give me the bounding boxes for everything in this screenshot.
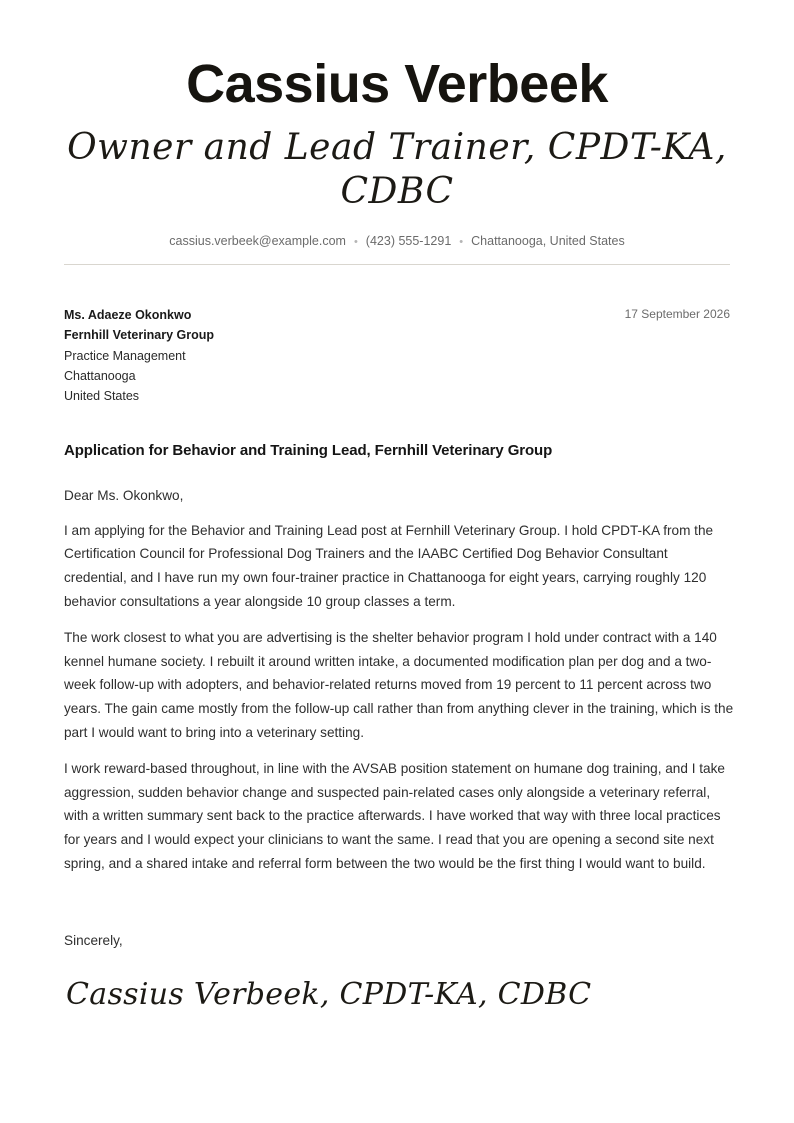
recipient-city: Chattanooga (64, 368, 136, 383)
letter-body (64, 484, 734, 888)
contact-separator: • (459, 236, 464, 248)
letter-paragraph: The work closest to what you are advertising is the shelter behavior program I hold under contract with a 140 kennel humane society. I rebuilt it around written intake, a documented modification plan per dog and a two-week follow-up with adopters, and behavior-related returns moved from 19 percent to 11 percent across two years. The gain came mostly from the follow-up call rather than from anything clever in the training, which is the part I would want to bring into a veterinary setting. (64, 630, 734, 740)
header-divider (64, 264, 730, 265)
contact-separator: • (353, 236, 358, 248)
recipient-block (64, 305, 214, 406)
letter-paragraph: I am applying for the Behavior and Training Lead post at Fernhill Veterinary Group. I hold CPDT-KA from the Certification Council for Professional Dog Trainers and the IAABC Certified Dog Behavior Consultant credential, and I have run my own four-trainer practice in Chattanooga for eight years, carrying roughly 120 behavior consultations a year alongside 10 group classes a term. (64, 522, 714, 609)
letter-greeting: Dear Ms. Okonkwo, (64, 488, 184, 503)
contact-phone: (423) 555-1291 (365, 234, 452, 248)
sender-title: Owner and Lead Trainer, CPDT-KA, CDBC (67, 127, 727, 212)
contact-location: Chattanooga, United States (471, 234, 625, 248)
contact-line (64, 232, 730, 251)
letter-paragraph: I work reward-based throughout, in line with the AVSAB position statement on humane dog training, and I take aggression, sudden behavior change and suspected pain-related cases only alongside a veterinary referral, with a written summary sent back to the practice afterwards. I have worked that way with three local practices for years and I would expect your clinicians to want the same. I read that you are opening a second site next spring, and a shared intake and referral form between the two would be the first thing I would want to build. (64, 761, 725, 871)
letter-subject: Application for Behavior and Training Lead, Fernhill Veterinary Group (64, 442, 553, 459)
letter-closing: Sincerely, (64, 933, 123, 948)
contact-email: cassius.verbeek@example.com (169, 234, 346, 248)
recipient-department: Practice Management (64, 348, 186, 363)
recipient-organization: Fernhill Veterinary Group (64, 328, 215, 343)
recipient-name: Ms. Adaeze Okonkwo (64, 308, 192, 322)
sender-name: Cassius Verbeek (186, 54, 608, 114)
recipient-country: United States (64, 389, 140, 404)
letter-header (64, 52, 730, 251)
letter-date: 17 September 2026 (624, 307, 730, 321)
signature: Cassius Verbeek, CPDT-KA, CDBC (66, 977, 592, 1012)
